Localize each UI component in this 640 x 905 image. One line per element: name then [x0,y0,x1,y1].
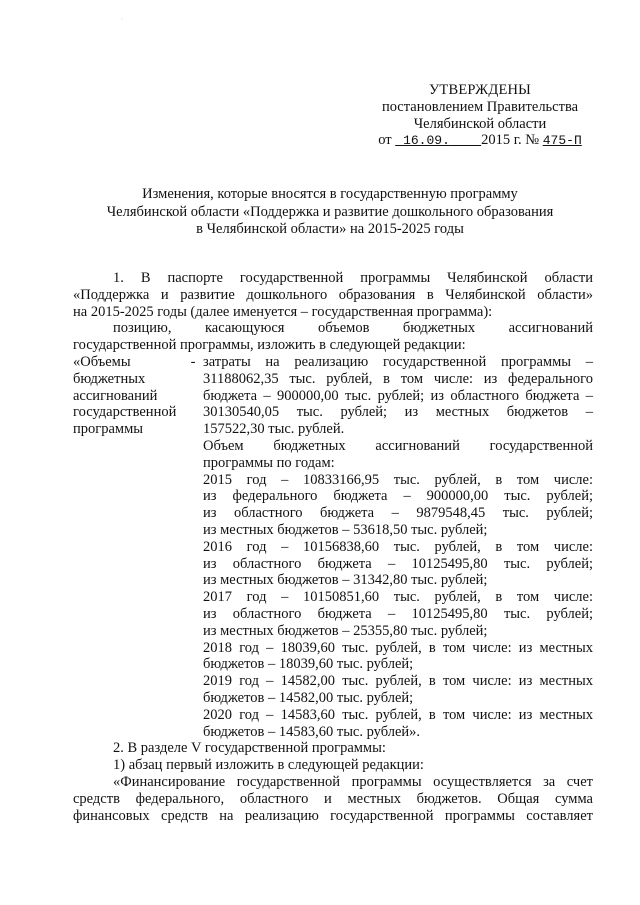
number-sign: № [525,132,540,149]
section-2-heading: 2. В разделе V государственной программы: [113,740,386,757]
year-2015-line: из областного бюджета – 9879548,45 тыс. рублей; [203,505,593,522]
paragraph-1-line-3: на 2015-2025 годы (далее именуется – государственная программа): [73,303,493,320]
year-2017-line: из местных бюджетов – 25355,80 тыс. рублей; [203,622,488,639]
content-line: 30130540,05 тыс. рублей; из местных бюджетов – [203,404,593,421]
approved-line-2: Челябинской области [413,115,547,132]
year-2015-line: 2015 год – 10833166,95 тыс. рублей, в том числе: [203,471,593,488]
section-2-item-1: 1) абзац первый изложить в следующей редакции: [113,757,424,774]
quote-line-2: средств федерального, областного и местных бюджетов. Общая сумма [73,790,593,807]
paragraph-1-line-2: «Поддержка и развитие дошкольного образования в Челябинской области» [73,286,593,303]
content-line: затраты на реализацию государственной программы – [203,353,593,370]
content-line: 157522,30 тыс. рублей. [203,421,345,438]
content-line: программы по годам: [203,454,335,471]
number-value: 475-П [542,133,582,149]
year-2016-line: из местных бюджетов – 31342,80 тыс. рублей; [203,572,488,589]
scan-mark: ˈ [121,19,123,25]
passport-label-line: «Объемы [73,353,131,370]
paragraph-2-line-2: государственной программы, изложить в следующей редакции: [73,337,466,354]
paragraph-1-line-1: 1. В паспорте государственной программы Челябинской области [113,270,593,286]
paragraph-2-line-1: позицию, касающуюся объемов бюджетных ассигнований [113,320,593,337]
year-2017-line: из областного бюджета – 10125495,80 тыс. рублей; [203,605,593,622]
year-2018-line: бюджетов – 18039,60 тыс. рублей; [203,656,414,673]
year-2020-line: бюджетов – 14583,60 тыс. рублей». [203,723,421,740]
quote-line-1: «Финансирование государственной программы осуществляется за счет [113,773,593,790]
passport-label [73,354,183,740]
title-line-2: Челябинской области «Поддержка и развитие дошкольного образования [106,203,554,220]
approval-block [360,82,600,150]
date-value: 16.09. [403,133,450,149]
content-line: 31188062,35 тыс. рублей, в том числе: из федерального [203,370,593,387]
year-2019-line: бюджетов – 14582,00 тыс. рублей; [203,689,414,706]
passport-label-line: программы [73,421,143,438]
document-body [73,270,593,824]
quote-line-3: финансовых средств на реализацию государственной программы составляет [73,807,593,824]
year-2015-line: из федерального бюджета – 900000,00 тыс. рублей; [203,488,593,505]
approved-title: УТВЕРЖДЕНЫ [428,82,532,98]
passport-label-line: государственной [73,404,177,421]
date-prefix: от [378,132,392,149]
passport-label-line: ассигнований [73,387,158,404]
title-line-1: Изменения, которые вносятся в государственную программу [142,186,518,202]
year-text: 2015 г. [481,132,522,149]
passport-table [73,354,593,740]
year-2017-line: 2017 год – 10150851,60 тыс. рублей, в том числе: [203,589,593,606]
year-2016-line: из областного бюджета – 10125495,80 тыс. рублей; [203,555,593,572]
document-title [60,186,600,239]
passport-dash: - [190,353,196,370]
content-line: Объем бюджетных ассигнований государственной [203,437,593,454]
year-2020-line: 2020 год – 14583,60 тыс. рублей, в том числе: из местных [203,706,593,723]
year-2018-line: 2018 год – 18039,60 тыс. рублей, в том числе: из местных [203,639,593,656]
approved-line-1: постановлением Правительства [381,98,579,115]
approval-date-line [360,132,600,150]
year-2019-line: 2019 год – 14582,00 тыс. рублей, в том числе: из местных [203,673,593,690]
year-2016-line: 2016 год – 10156838,60 тыс. рублей, в том числе: [203,538,593,555]
title-line-3: в Челябинской области» на 2015-2025 годы [196,221,464,237]
passport-label-line: бюджетных [73,370,146,387]
passport-content [203,354,593,740]
content-line: бюджета – 900000,00 тыс. рублей; из областного бюджета – [203,387,593,404]
year-2015-line: из местных бюджетов – 53618,50 тыс. рублей; [203,521,488,538]
